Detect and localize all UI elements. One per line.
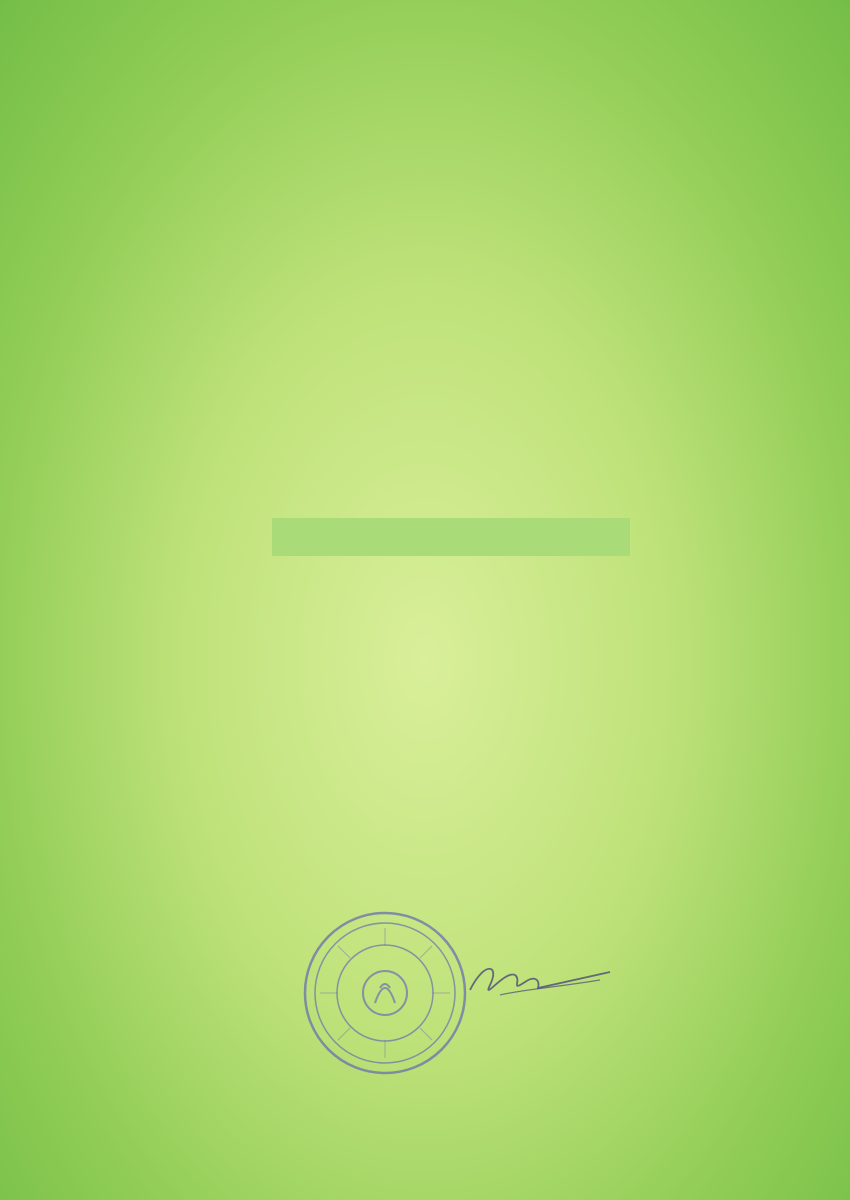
signature [460,950,630,1020]
degree-highlight [272,518,630,556]
bottom-ornament [0,1030,850,1200]
top-ornament [0,0,850,150]
